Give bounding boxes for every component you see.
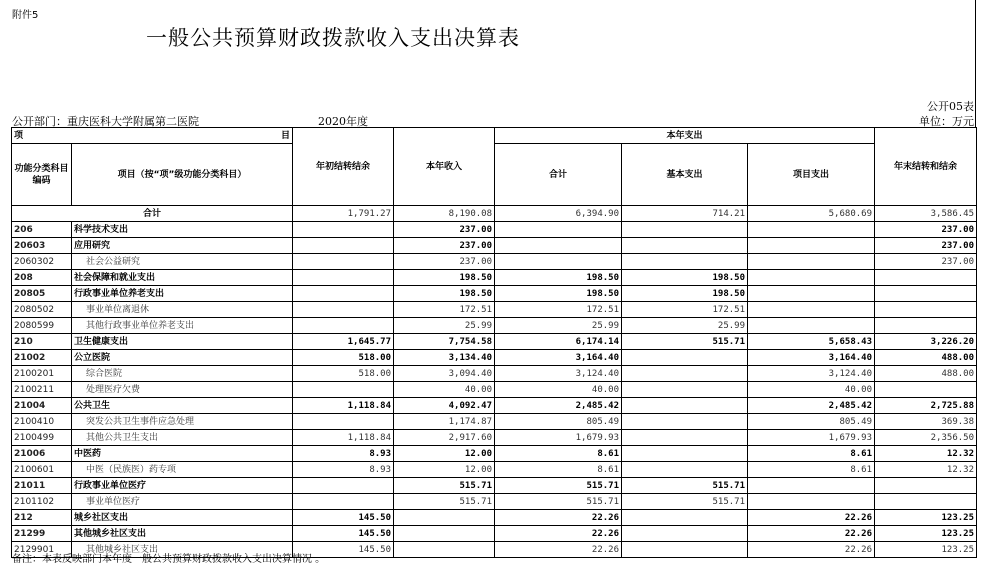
row-basic <box>622 414 748 430</box>
annex-label: 附件5 <box>12 10 39 21</box>
header-ending: 年末结转和结余 <box>875 128 977 206</box>
row-total: 805.49 <box>495 414 622 430</box>
table-row <box>12 302 977 318</box>
row-total: 22.26 <box>495 526 622 542</box>
row-income: 198.50 <box>394 270 495 286</box>
row-beginning: 8.93 <box>293 446 394 462</box>
row-beginning: 1,118.84 <box>293 430 394 446</box>
header-item <box>12 128 293 144</box>
row-total: 6,174.14 <box>495 334 622 350</box>
row-ending <box>875 494 977 510</box>
table-row <box>12 350 977 366</box>
row-basic: 515.71 <box>622 478 748 494</box>
row-beginning: 518.00 <box>293 350 394 366</box>
row-code: 206 <box>12 222 72 238</box>
table-row <box>12 510 977 526</box>
row-total: 40.00 <box>495 382 622 398</box>
page-title: 一般公共预算财政拨款收入支出决算表 <box>146 26 520 50</box>
row-total: 172.51 <box>495 302 622 318</box>
table-row <box>12 366 977 382</box>
row-beginning: 8.93 <box>293 462 394 478</box>
header-total: 合计 <box>495 144 622 206</box>
row-beginning: 518.00 <box>293 366 394 382</box>
row-ending: 237.00 <box>875 222 977 238</box>
row-beginning <box>293 270 394 286</box>
row-code: 2100499 <box>12 430 72 446</box>
row-income: 1,174.87 <box>394 414 495 430</box>
row-code: 210 <box>12 334 72 350</box>
budget-table <box>11 127 977 558</box>
row-project: 5,658.43 <box>748 334 875 350</box>
row-ending: 2,356.50 <box>875 430 977 446</box>
row-code: 212 <box>12 510 72 526</box>
row-code: 21299 <box>12 526 72 542</box>
row-income: 7,754.58 <box>394 334 495 350</box>
row-beginning <box>293 302 394 318</box>
total-beginning: 1,791.27 <box>293 206 394 222</box>
divider-line <box>975 0 976 128</box>
table-row <box>12 526 977 542</box>
row-ending <box>875 478 977 494</box>
header-basic: 基本支出 <box>622 144 748 206</box>
row-project <box>748 494 875 510</box>
total-income: 8,190.08 <box>394 206 495 222</box>
header-this-year-expense: 本年支出 <box>495 128 875 144</box>
row-code: 2080599 <box>12 318 72 334</box>
row-income <box>394 542 495 558</box>
row-beginning: 145.50 <box>293 510 394 526</box>
row-beginning: 1,645.77 <box>293 334 394 350</box>
row-total: 3,124.40 <box>495 366 622 382</box>
row-basic: 198.50 <box>622 270 748 286</box>
row-name: 社会保障和就业支出 <box>72 270 293 286</box>
row-income: 2,917.60 <box>394 430 495 446</box>
header-name: 项目（按“项”级功能分类科目） <box>72 144 293 206</box>
row-ending <box>875 318 977 334</box>
row-ending: 237.00 <box>875 238 977 254</box>
header-income: 本年收入 <box>394 128 495 206</box>
table-row <box>12 414 977 430</box>
table-row <box>12 446 977 462</box>
row-ending: 12.32 <box>875 462 977 478</box>
row-code: 2080502 <box>12 302 72 318</box>
total-expense: 6,394.90 <box>495 206 622 222</box>
row-name: 突发公共卫生事件应急处理 <box>72 414 293 430</box>
row-project <box>748 286 875 302</box>
row-income: 198.50 <box>394 286 495 302</box>
row-name: 社会公益研究 <box>72 254 293 270</box>
table-row <box>12 382 977 398</box>
row-basic <box>622 542 748 558</box>
row-income: 172.51 <box>394 302 495 318</box>
row-basic: 515.71 <box>622 494 748 510</box>
row-basic <box>622 430 748 446</box>
row-ending: 369.38 <box>875 414 977 430</box>
row-project: 22.26 <box>748 510 875 526</box>
row-project: 3,124.40 <box>748 366 875 382</box>
row-name: 行政事业单位医疗 <box>72 478 293 494</box>
header-beginning: 年初结转结余 <box>293 128 394 206</box>
row-project <box>748 318 875 334</box>
row-project: 1,679.93 <box>748 430 875 446</box>
row-code: 20805 <box>12 286 72 302</box>
form-number: 公开05表 <box>927 100 974 113</box>
row-total <box>495 238 622 254</box>
row-ending: 3,226.20 <box>875 334 977 350</box>
row-ending <box>875 270 977 286</box>
row-code: 2101102 <box>12 494 72 510</box>
row-beginning <box>293 222 394 238</box>
table-row <box>12 222 977 238</box>
row-basic <box>622 254 748 270</box>
row-project <box>748 270 875 286</box>
row-total: 8.61 <box>495 462 622 478</box>
row-beginning: 145.50 <box>293 542 394 558</box>
table-row <box>12 334 977 350</box>
row-ending: 12.32 <box>875 446 977 462</box>
row-ending: 237.00 <box>875 254 977 270</box>
table-row <box>12 238 977 254</box>
row-ending: 123.25 <box>875 526 977 542</box>
row-code: 21006 <box>12 446 72 462</box>
row-ending: 488.00 <box>875 350 977 366</box>
row-income: 237.00 <box>394 254 495 270</box>
footnote: 备注：本表反映部门本年度一般公共预算财政拨款收入支出决算情况 。 <box>12 554 326 565</box>
row-beginning <box>293 494 394 510</box>
row-income: 4,092.47 <box>394 398 495 414</box>
row-project: 40.00 <box>748 382 875 398</box>
row-total: 25.99 <box>495 318 622 334</box>
row-beginning <box>293 414 394 430</box>
row-income: 25.99 <box>394 318 495 334</box>
row-project: 8.61 <box>748 446 875 462</box>
row-name: 卫生健康支出 <box>72 334 293 350</box>
table-row <box>12 270 977 286</box>
row-income: 515.71 <box>394 478 495 494</box>
row-total <box>495 222 622 238</box>
row-total: 22.26 <box>495 510 622 526</box>
row-income <box>394 510 495 526</box>
row-name: 行政事业单位养老支出 <box>72 286 293 302</box>
row-basic <box>622 222 748 238</box>
row-ending: 123.25 <box>875 542 977 558</box>
row-project <box>748 478 875 494</box>
row-income: 3,094.40 <box>394 366 495 382</box>
row-total: 1,679.93 <box>495 430 622 446</box>
row-name: 应用研究 <box>72 238 293 254</box>
row-project: 22.26 <box>748 526 875 542</box>
row-income <box>394 526 495 542</box>
row-project <box>748 302 875 318</box>
row-basic <box>622 446 748 462</box>
table-row <box>12 494 977 510</box>
row-name: 其他公共卫生支出 <box>72 430 293 446</box>
row-basic <box>622 510 748 526</box>
header-item-right: 目 <box>280 130 290 141</box>
row-code: 21004 <box>12 398 72 414</box>
row-ending <box>875 382 977 398</box>
total-label: 合计 <box>12 206 293 222</box>
row-total <box>495 254 622 270</box>
row-project: 8.61 <box>748 462 875 478</box>
row-beginning: 1,118.84 <box>293 398 394 414</box>
unit-label: 单位：万元 <box>919 115 974 128</box>
row-income: 3,134.40 <box>394 350 495 366</box>
row-total: 198.50 <box>495 270 622 286</box>
table-row <box>12 254 977 270</box>
row-basic <box>622 526 748 542</box>
row-beginning <box>293 318 394 334</box>
row-basic: 515.71 <box>622 334 748 350</box>
table-row <box>12 430 977 446</box>
row-project: 805.49 <box>748 414 875 430</box>
row-project <box>748 222 875 238</box>
row-total: 2,485.42 <box>495 398 622 414</box>
row-name: 综合医院 <box>72 366 293 382</box>
department-label: 公开部门：重庆医科大学附属第二医院 <box>12 115 199 128</box>
row-beginning: 145.50 <box>293 526 394 542</box>
row-project: 3,164.40 <box>748 350 875 366</box>
row-ending: 2,725.88 <box>875 398 977 414</box>
table-row <box>12 286 977 302</box>
header-item-left: 项 <box>14 130 24 141</box>
row-code: 21011 <box>12 478 72 494</box>
row-basic <box>622 238 748 254</box>
row-name: 其他城乡社区支出 <box>72 526 293 542</box>
row-total: 22.26 <box>495 542 622 558</box>
row-basic <box>622 350 748 366</box>
row-ending <box>875 286 977 302</box>
header-row-bottom <box>12 144 977 206</box>
row-name: 事业单位离退休 <box>72 302 293 318</box>
row-income: 515.71 <box>394 494 495 510</box>
row-name: 处理医疗欠费 <box>72 382 293 398</box>
row-project: 2,485.42 <box>748 398 875 414</box>
row-ending: 123.25 <box>875 510 977 526</box>
row-income: 12.00 <box>394 462 495 478</box>
row-beginning <box>293 478 394 494</box>
row-code: 2129901 <box>12 542 72 558</box>
table-row <box>12 398 977 414</box>
row-basic: 172.51 <box>622 302 748 318</box>
row-total: 3,164.40 <box>495 350 622 366</box>
row-basic <box>622 462 748 478</box>
row-total: 198.50 <box>495 286 622 302</box>
row-code: 2060302 <box>12 254 72 270</box>
row-basic: 25.99 <box>622 318 748 334</box>
row-project <box>748 238 875 254</box>
row-name: 科学技术支出 <box>72 222 293 238</box>
row-beginning <box>293 254 394 270</box>
header-code: 功能分类科目编码 <box>12 144 72 206</box>
table-row <box>12 462 977 478</box>
row-basic: 198.50 <box>622 286 748 302</box>
row-name: 公立医院 <box>72 350 293 366</box>
total-project: 5,680.69 <box>748 206 875 222</box>
row-income: 237.00 <box>394 222 495 238</box>
row-beginning <box>293 286 394 302</box>
row-beginning <box>293 238 394 254</box>
row-ending: 488.00 <box>875 366 977 382</box>
total-ending: 3,586.45 <box>875 206 977 222</box>
row-name: 事业单位医疗 <box>72 494 293 510</box>
row-total: 515.71 <box>495 478 622 494</box>
header-project: 项目支出 <box>748 144 875 206</box>
row-code: 2100211 <box>12 382 72 398</box>
row-project <box>748 254 875 270</box>
row-total: 515.71 <box>495 494 622 510</box>
row-name: 城乡社区支出 <box>72 510 293 526</box>
row-code: 2100410 <box>12 414 72 430</box>
row-ending <box>875 302 977 318</box>
row-income: 40.00 <box>394 382 495 398</box>
row-project: 22.26 <box>748 542 875 558</box>
row-code: 208 <box>12 270 72 286</box>
row-name: 其他城乡社区支出 <box>72 542 293 558</box>
row-code: 20603 <box>12 238 72 254</box>
row-basic <box>622 382 748 398</box>
row-basic <box>622 366 748 382</box>
row-income: 12.00 <box>394 446 495 462</box>
row-total: 8.61 <box>495 446 622 462</box>
row-beginning <box>293 382 394 398</box>
total-basic: 714.21 <box>622 206 748 222</box>
row-name: 中医（民族医）药专项 <box>72 462 293 478</box>
row-code: 2100601 <box>12 462 72 478</box>
table-row <box>12 318 977 334</box>
row-code: 2100201 <box>12 366 72 382</box>
total-row <box>12 206 977 222</box>
table-row <box>12 478 977 494</box>
row-basic <box>622 398 748 414</box>
row-code: 21002 <box>12 350 72 366</box>
year-label: 2020年度 <box>318 115 368 128</box>
row-name: 其他行政事业单位养老支出 <box>72 318 293 334</box>
row-name: 中医药 <box>72 446 293 462</box>
header-row-top <box>12 128 977 144</box>
row-income: 237.00 <box>394 238 495 254</box>
row-name: 公共卫生 <box>72 398 293 414</box>
